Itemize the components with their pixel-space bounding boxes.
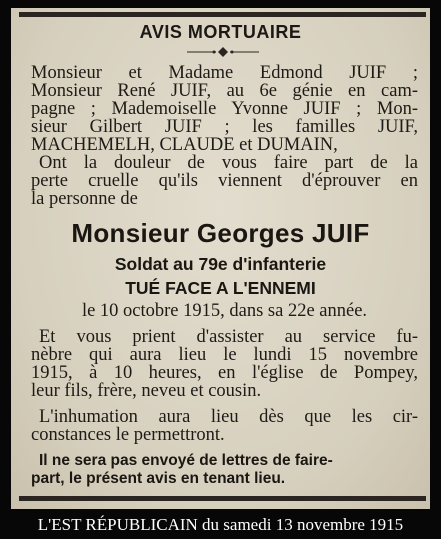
family-line: pagne ; Mademoiselle Yvonne JUIF ; Mon- — [31, 99, 418, 119]
family-line: sieur Gilbert JUIF ; les familles JUIF, — [31, 117, 418, 137]
family-line: Monsieur René JUIF, au 6e génie en cam- — [31, 81, 418, 101]
rank-line: Soldat au 79e d'infanterie — [114, 254, 327, 274]
notice-heading: AVIS MORTUAIRE — [139, 22, 302, 42]
burial-line: constances le permettront. — [31, 425, 225, 445]
service-line: 1915, à 10 heures, en l'église de Pompey, — [31, 363, 418, 383]
date-line: le 10 octobre 1915, dans sa 22e année. — [81, 301, 368, 321]
family-line: MACHEMELH, CLAUDE et DUMAIN, — [31, 135, 338, 155]
death-line: TUÉ FACE A L'ENNEMI — [125, 278, 316, 298]
sorrow-line: perte cruelle qu'ils viennent d'éprouver en — [31, 171, 418, 191]
service-line: nèbre qui aura lieu le lundi 15 novembre — [31, 345, 418, 365]
bottom-rule — [19, 496, 426, 501]
service-line: Et vous prient d'assister au service fu- — [39, 327, 418, 347]
newspaper-clipping — [11, 8, 430, 509]
deceased-name: Monsieur Georges JUIF — [71, 218, 370, 248]
service-line: leur fils, frère, neveu et cousin. — [31, 381, 262, 401]
closing-line: part, le présent avis en tenant lieu. — [31, 470, 286, 487]
top-rule — [19, 12, 426, 17]
sorrow-line: Ont la douleur de vous faire part de la — [39, 153, 418, 173]
burial-line: L'inhumation aura lieu dès que les cir- — [39, 407, 418, 427]
ornament-divider-icon — [187, 46, 259, 58]
source-caption: L'EST RÉPUBLICAIN du samedi 13 novembre 1915 — [37, 515, 404, 534]
sorrow-line: la personne de — [31, 189, 138, 209]
family-line: Monsieur et Madame Edmond JUIF ; — [31, 63, 418, 83]
closing-line: Il ne sera pas envoyé de lettres de faire- — [39, 452, 333, 469]
